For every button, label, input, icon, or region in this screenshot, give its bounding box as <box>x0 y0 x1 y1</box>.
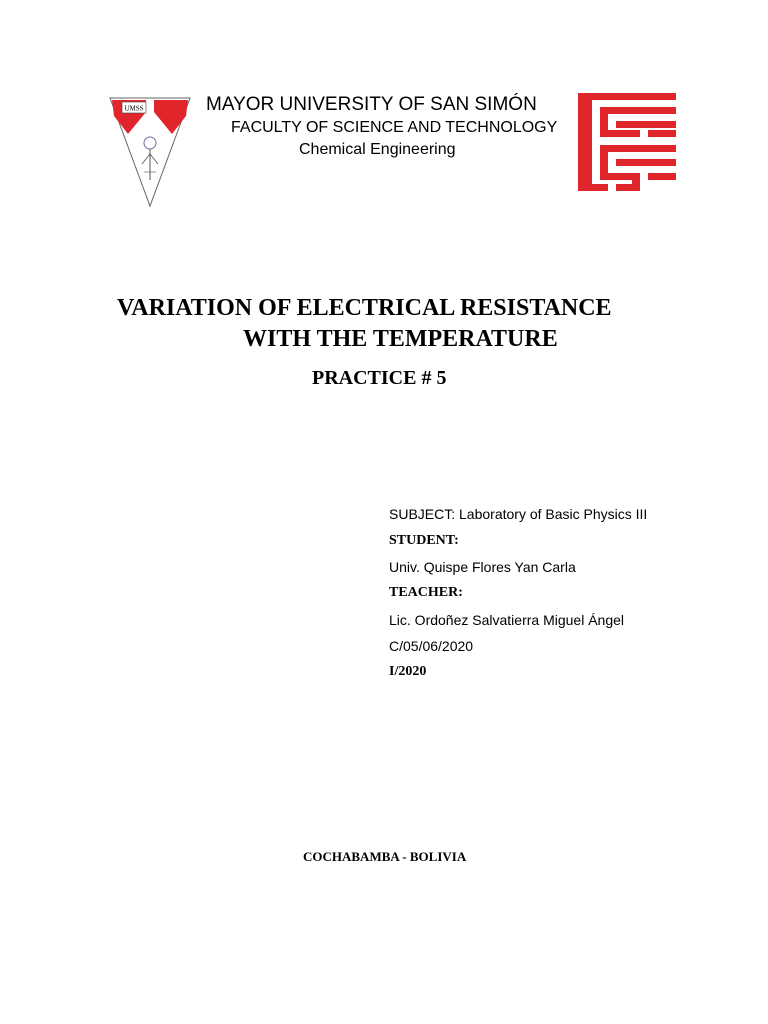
document-title-line-1: VARIATION OF ELECTRICAL RESISTANCE <box>117 295 612 321</box>
document-title-line-2: WITH THE TEMPERATURE <box>243 326 558 352</box>
faculty-name: FACULTY OF SCIENCE AND TECHNOLOGY <box>231 119 558 136</box>
city-footer: COCHABAMBA - BOLIVIA <box>303 849 467 864</box>
date-line: C/05/06/2020 <box>389 638 474 654</box>
subject-line: SUBJECT: Laboratory of Basic Physics III <box>389 506 648 522</box>
student-label: STUDENT: <box>389 533 459 548</box>
teacher-name: Lic. Ordoñez Salvatierra Miguel Ángel <box>389 612 625 628</box>
fcyt-logo <box>578 93 676 191</box>
semester-line: I/2020 <box>389 664 427 679</box>
student-name: Univ. Quispe Flores Yan Carla <box>389 559 576 575</box>
teacher-label: TEACHER: <box>389 585 463 600</box>
umss-shield-logo <box>108 96 192 208</box>
practice-number: PRACTICE # 5 <box>312 367 447 389</box>
university-name: MAYOR UNIVERSITY OF SAN SIMÓN <box>206 94 537 115</box>
department-name: Chemical Engineering <box>299 141 456 158</box>
umss-logo-text: UMSS <box>124 104 144 113</box>
